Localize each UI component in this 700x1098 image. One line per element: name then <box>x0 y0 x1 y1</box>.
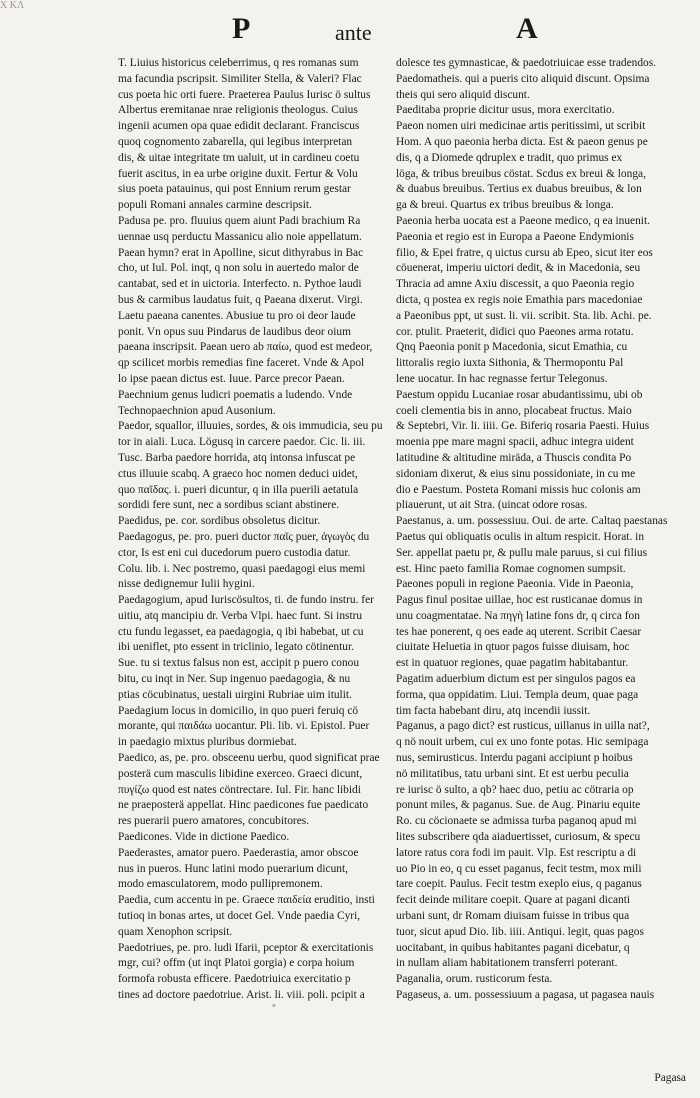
text-line: moenia ppe mare magni spacii, adhuc integra uident <box>396 436 634 449</box>
text-line: posterä cum masculis libidine exerceo. Graeci dicunt, <box>118 767 363 780</box>
text-line: modo emasculatorem, modo pullipremonem. <box>118 878 323 891</box>
text-line: Padusa pe. pro. fluuius quem aiunt Padi brachium Ra <box>118 214 361 227</box>
text-line: sordidi fere sunt, nec a sordibus sciant abstinere. <box>118 499 340 512</box>
text-line: quo παῖδας. i. pueri dicuntur, q in illa puerili aetatula <box>118 483 359 496</box>
text-line: Thracia ad amne Axiu discessit, a quo Paeonia regio <box>396 278 635 291</box>
text-line: nus in pueros. Hunc latini modo puerarium dicunt, <box>118 862 348 875</box>
text-line: Paedicones. Vide in dictione Paedico. <box>118 831 290 844</box>
text-line: cho, ut Iul. Pol. inqt, q non solu in auertedo malor de <box>118 262 359 275</box>
text-line: bus & carmibus laudatus fuit, q Paeana dixerut. Virgi. <box>118 293 363 306</box>
text-line: Paedagogus, pe. pro. pueri ductor παῖς puer, ἀγωγὸς du <box>118 530 370 543</box>
text-line: filio, & Epei fratre, q uictus cursu ab Epeo, sicut iter eos <box>396 246 653 259</box>
text-line: in nullam aliam habitationem transferri poterant. <box>396 957 618 970</box>
text-line: lo ipse paean dictus est. Iuue. Parce precor Paean. <box>118 372 345 385</box>
text-line: Paederastes, amator puero. Paederastia, amor obscoe <box>118 846 359 859</box>
text-line: littoralis regio iuxta Sithonia, & Thermopontu Pal <box>396 357 624 370</box>
text-line: & Septebri, Vir. li. iiii. Ge. Biferiq rosaria Paesti. Huius <box>396 420 650 433</box>
text-line: cantabat, sed et in uictoria. Interfecto. n. Pythoe laudi <box>118 278 362 291</box>
text-line: ma facundia pscripsit. Similiter Stella, & Valeri? Flac <box>118 72 362 85</box>
text-line: ponunt miles, & paganus. Sue. de Aug. Pinariu equite <box>396 799 641 812</box>
text-line: tes hae ponerent, q oes eade aq uterent. Scribit Caesar <box>396 625 642 638</box>
text-line: dolesce tes gymnasticae, & paedotriuicae esse tradendos. <box>396 57 656 69</box>
text-line: dicta, q postea ex regis noie Emathia pars macedoniae <box>396 293 643 306</box>
text-line: latitudine & altitudine miräda, a Thuscis condita Po <box>396 451 632 464</box>
text-line: re iurisc ö sulto, a qb? haec duo, petiu ac cötraria op <box>396 783 634 796</box>
text-line: Laetu paeana canentes. Abusiue tu pro oi deor laude <box>118 309 356 322</box>
text-line: ptias cöcubinatus, uestali uirgini Rubriae uim itulit. <box>118 688 352 701</box>
corner-text: Χ ΚΛ <box>0 0 25 10</box>
text-line: ciuitate Heluetia in qtuor pagos fuisse diuisam, hoc <box>396 641 630 654</box>
text-line: Paeones populi in regione Paeonia. Vide in Paeonia, <box>396 578 634 591</box>
text-line: dis, & uitae integritate tm ualuit, ut in cardineu coetu <box>118 151 360 164</box>
text-line: tor in aiali. Luca. Lögusq in carcere paedor. Cic. li. iii. <box>118 436 366 449</box>
text-line: Paeonia et regio est in Europa a Paeone Endymionis <box>396 230 634 243</box>
text-line: uennae usq perductu Massanicu alio noie appellatum. <box>118 230 362 243</box>
footer-mark: ◦ <box>272 1000 276 1012</box>
text-line: Hom. A quo paeonia herba dicta. Est & paeon genus pe <box>396 135 648 148</box>
text-line: res puerarii puero amatores, concubitores. <box>118 815 310 828</box>
text-line: morante, qui παιδάω uocantur. Pli. lib. vi. Epistol. Puer <box>118 720 370 733</box>
text-line: Paeon nomen uiri medicinae artis peritissimi, ut scribit <box>396 120 646 133</box>
text-line: cöuenerat, imperiu uictori dedit, & in Macedonia, seu <box>396 262 641 275</box>
text-line: cus poeta hic orti fuere. Praeterea Paulus Iurisc ö sultus <box>118 88 371 101</box>
text-line: Paedagium locus in domicilio, in quo pueri feruiq cö <box>118 704 359 717</box>
text-line: ponit. Vn opus suu Pindarus de laudibus deor oium <box>118 325 351 338</box>
text-line: forma, qua oppidatim. Liui. Templa deum, quae paga <box>396 688 639 701</box>
text-line: Paeonia herba uocata est a Paeone medico, q ea inuenit. <box>396 214 650 227</box>
text-line: est. Hinc paeto familia Romae cognomen sumpsit. <box>396 562 626 575</box>
text-line: cor. ptulit. Praeterit, didici quo Paeones arma rotatu. <box>396 325 634 338</box>
text-line: Ro. cu cöcionaete se admissa turba paganoq apud mi <box>396 815 637 828</box>
text-line: tim facta habebant diru, atq incendii iussit. <box>396 704 591 717</box>
text-line: Paeditaba proprie dicitur usus, mora exercitatio. <box>396 104 615 117</box>
left-column <box>118 56 388 1062</box>
text-line: pliauerunt, ut ait Stra. (uincat odore rosas. <box>396 499 588 512</box>
text-line: formofa robusta efficere. Paedotriuica exercitatio p <box>118 973 351 986</box>
text-line: Paedagogium, apud Iuriscösultos, ti. de fundo instru. fer <box>118 594 374 607</box>
text-line: sidoniam dixerut, & eius sinu possidoniate, in cu me <box>396 467 636 480</box>
text-line: Pagatim aduerbium dictum est per singulos pagos ea <box>396 673 636 686</box>
text-line: quam Xenophon scripsit. <box>118 925 233 938</box>
text-line: nö militatibus, tatu urbani sint. Et est uerbu peculia <box>396 767 629 780</box>
text-line: fecit deinde militare coepit. Quare at pagani dicanti <box>396 894 631 907</box>
text-line: & duabus breuibus. Tertius ex duabus breuibus, & lon <box>396 183 642 196</box>
text-line: Tusc. Barba paedore horrida, atq intonsa infuscat pe <box>118 451 356 464</box>
header-right-letter: A <box>516 12 538 45</box>
text-line: Paedotriues, pe. pro. ludi Ifarii, pceptor & exercitationis <box>118 941 374 954</box>
text-line: ga & breui. Quartus ex tribus breuibus & longa. <box>396 199 614 212</box>
text-line: Paedomatheis. qui a pueris cito aliquid discunt. Opsima <box>396 72 650 85</box>
text-line: sius poeta patauinus, qui post Ennium rerum gestar <box>118 183 351 196</box>
text-line: Paechnium genus ludicri poematis a ludendo. Vnde <box>118 388 353 401</box>
catchword: Pagasa <box>654 1072 686 1084</box>
text-line: dis, q a Diomede qdruplex e tradit, quo primus ex <box>396 151 623 164</box>
text-line: Paganalia, orum. rusticorum festa. <box>396 973 553 986</box>
text-line: πυγίζω quod est nates cöntrectare. Iul. Fir. hanc libidi <box>118 783 361 796</box>
text-line: a Paeonibus ppt, ut sust. li. vii. scribit. Sta. lib. Achi. pe. <box>396 309 652 322</box>
text-line: ctus illuuie scabq. A graeco hoc nomen deduci uidet, <box>118 467 358 480</box>
text-line: lene uocatur. In hac regnasse fertur Telegonus. <box>396 372 608 385</box>
text-line: qp scilicet morbis remedias fine faceret. Vnde & Apol <box>118 357 365 370</box>
text-line: Technopaechnion apud Ausonium. <box>118 404 276 417</box>
text-line: Paestum oppidu Lucaniae rosar abudantissimu, ubi ob <box>396 388 643 401</box>
header-word: ante <box>335 20 372 45</box>
text-line: Paedia, cum accentu in pe. Graece παιδεία eruditio, insti <box>118 894 375 907</box>
text-line: Paetus qui obliquatis oculis in altum respicit. Horat. in <box>396 530 645 543</box>
text-line: lites subscribere qda aiaduertisset, curiosum, & specu <box>396 831 641 844</box>
text-line: ingenii acumen opa quae edidit declarant. Franciscus <box>118 120 360 133</box>
text-line: Pagaseus, a. um. possessiuum a pagasa, ut pagasea nauis <box>396 989 655 1002</box>
text-line: latore ratus cora fodi im pauit. Vlp. Est rescriptu a di <box>396 846 637 859</box>
text-line: ctor, Is est eni cui ducedorum puero custodia datur. <box>118 546 351 559</box>
text-line: uocitabant, in quibus habitantes pagani dicebatur, q <box>396 941 630 954</box>
text-line: Paedor, squallor, illuuies, sordes, & ois immudicia, seu pu <box>118 420 383 433</box>
text-line: löga, & tribus breuibus cöstat. Scdus ex breui & longa, <box>396 167 646 180</box>
text-line: Paean hymn? erat in Apolline, sicut dithyrabus in Bac <box>118 246 364 259</box>
text-line: Paganus, a pago dict? est rusticus, uillanus in uilla nat?, <box>396 720 650 733</box>
text-line: uo Pio in eo, q cu esset paganus, fecit testm, mox mili <box>396 862 642 875</box>
text-line: ne praeposterä appellat. Hinc paedicones fue paedicato <box>118 799 369 812</box>
text-line: tuor, sicut apud Dio. lib. iiii. Antiqui. legit, quas pagos <box>396 925 644 938</box>
text-line: populi Romani annales carmine descripsit. <box>118 199 312 212</box>
text-line: bitu, cu inqt in Ner. Sup ingenuo paedagogia, & nu <box>118 673 351 686</box>
text-line: fuerit ascitus, in ea urbe origine duxit. Fertur & Volu <box>118 167 358 180</box>
text-line: Paedico, as, pe. pro. obsceenu uerbu, quod significat prae <box>118 752 380 765</box>
text-line: Colu. lib. i. Nec postremo, quasi paedagogi eius memi <box>118 562 366 575</box>
text-line: tutioq in bonas artes, ut docet Gel. Vnde paedia Cyri, <box>118 910 361 923</box>
text-line: coeli clementia bis in anno, plocabeat fructus. Maio <box>396 404 632 417</box>
text-line: Albertus eremitanae nrae religionis theologus. Cuius <box>118 104 358 117</box>
text-line: Paedidus, pe. cor. sordibus obsoletus dicitur. <box>118 515 321 528</box>
right-column <box>396 56 684 1062</box>
text-line: theis qui sero aliquid discunt. <box>396 88 530 101</box>
text-line: mgr, cui? offm (ut inqt Platoi gorgia) e corpa hoium <box>118 957 355 970</box>
running-header <box>0 12 700 46</box>
text-line: ibi ueniflet, pto essent in triclinio, legato cötinentur. <box>118 641 354 654</box>
text-line: Ser. appellat paetu pr, & pullu male paruus, si cui filius <box>396 546 648 559</box>
text-line: T. Liuius historicus celeberrimus, q res romanas sum <box>118 57 359 69</box>
header-left-letter: P <box>232 12 251 45</box>
text-line: Pagus finul positae uillae, hoc est rusticanae domus in <box>396 594 643 607</box>
text-line: nisse dedignemur Iulii hygini. <box>118 578 255 591</box>
text-line: unu coagmentatae. Na πηγὴ latine fons dr, q circa fon <box>396 609 640 622</box>
text-line: tare coepit. Paulus. Fecit testm exeplo eius, q paganus <box>396 878 642 891</box>
text-line: q nö nouit urbem, cui ex uno fonte potas. Hic semipaga <box>396 736 649 749</box>
text-line: est in quatuor regiones, quae pagatim habitabantur. <box>396 657 629 670</box>
text-line: in paedagio mixtus pluribus dormiebat. <box>118 736 297 749</box>
text-line: Paestanus, a. um. possessiuu. Oui. de arte. Caltaq paestanas <box>396 515 668 528</box>
text-line: uitiu, atq mancipiu dr. Verba Vlpi. haec funt. Si instru <box>118 609 363 622</box>
text-line: ctu fundu legasset, ea paedagogia, q ibi habebat, ut cu <box>118 625 364 638</box>
text-line: paeana inscripsit. Paean uero ab παίω, quod est medeor, <box>118 341 373 354</box>
text-line: quoq cognomento zabarella, qui legibus interpretan <box>118 135 353 148</box>
text-line: tines ad doctore paedotriue. Arist. li. viii. poli. pcipit a <box>118 989 365 1002</box>
text-line: dio e Paestum. Posteta Romani missis huc colonis am <box>396 483 641 496</box>
text-line: urbani sunt, dr Romam diuisam fuisse in tribus qua <box>396 910 630 923</box>
text-line: nus, semirusticus. Interdu pagani accipiunt p hoibus <box>396 752 633 765</box>
text-line: Sue. tu si textus falsus non est, accipit p puero conou <box>118 657 360 670</box>
text-line: Qnq Paeonia ponit p Macedonia, sicut Emathia, cu <box>396 341 628 354</box>
